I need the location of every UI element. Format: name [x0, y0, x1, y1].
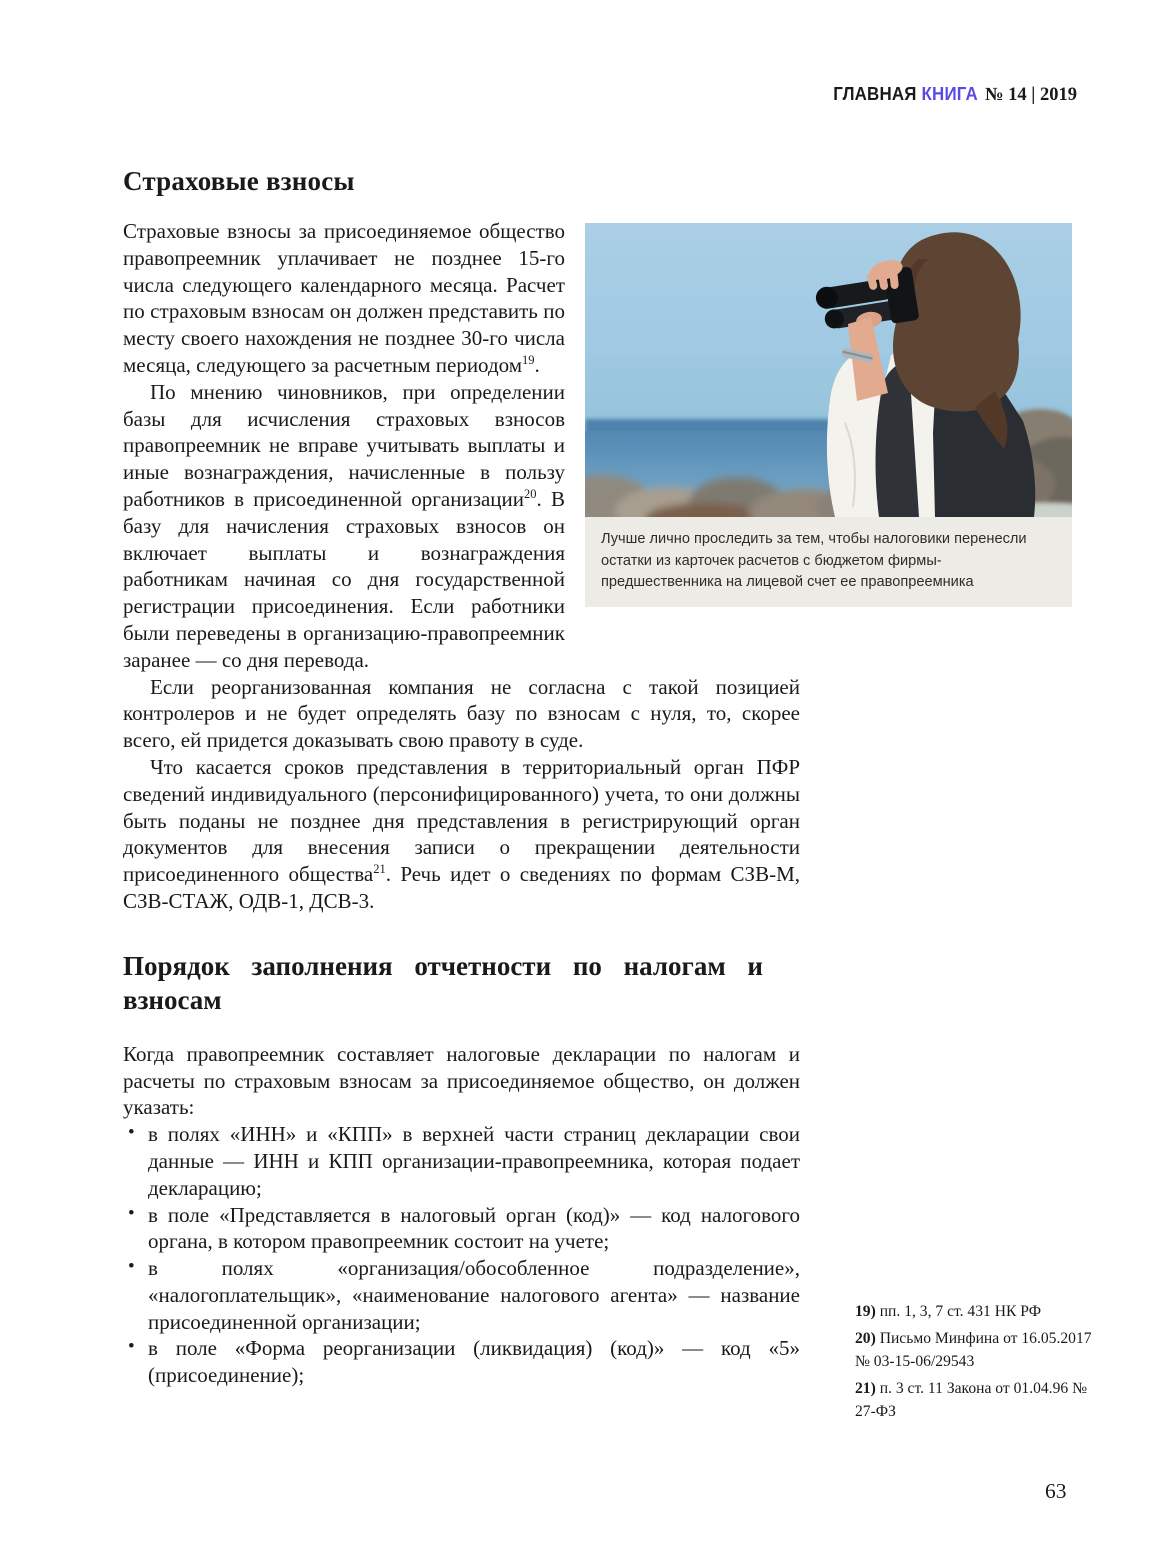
- paragraph: Если реорганизованная компания не согласна с такой позицией контролеров и не будет определять базу по взносам с нуля, то, скорее всего, ей придется доказывать свою правоту в суде.: [123, 674, 800, 753]
- footnote-number: 19): [855, 1303, 876, 1320]
- footnote: [855, 1327, 1093, 1374]
- paragraph-intro: Когда правопреемник составляет налоговые декларации по налогам и расчеты по страховым взносам за присоединяемое общество, он должен указать:: [123, 1041, 800, 1120]
- list-item: • в поле «Форма реорганизации (ликвидация) (код)» — код «5» (присоединение);: [123, 1335, 800, 1389]
- footnotes-block: [855, 1300, 1093, 1427]
- brand-accent: КНИГА: [921, 84, 978, 104]
- section-title-insurance: Страховые взносы: [123, 166, 355, 196]
- paragraph: Страховые взносы за присоединяемое общество правопреемник уплачивает не позднее 15-го числа следующего календарного месяца. Расчет по страховым взносам он должен представить по месту своего нахождения не позднее 30-го числа месяца, следующего за расчетным периодом$^{19}$.: [123, 219, 565, 377]
- page-header: [824, 84, 1077, 106]
- section-title-reporting: Порядок заполнения отчетности по налогам и взносам: [123, 950, 763, 1015]
- footnote-number: 20): [855, 1329, 876, 1347]
- brand-primary: ГЛАВНАЯ: [833, 84, 917, 104]
- footnote-text: п. 3 ст. 11 Закона от 01.04.96 № 27-ФЗ: [855, 1379, 1087, 1421]
- list-item: • в полях «ИНН» и «КПП» в верхней части страниц декларации свои данные — ИНН и КПП организации-правопреемника, которая подает декларацию;: [123, 1121, 800, 1201]
- list-item: • в поле «Представляется в налоговый орган (код)» — код налогового органа, в котором правопреемник состоит на учете;: [123, 1202, 800, 1256]
- paragraph: По мнению чиновников, при определении базы для исчисления страховых взносов правопреемник не вправе учитывать выплаты и иные вознаграждения, начисленные в пользу работников в присоединенной организации$^{20}$. В базу для начисления страховых взносов он включает выплаты и вознаграждения работникам начиная со дня государственной регистрации присоединения. Если работники были переведены в организацию-правопреемник заранее — со дня перевода.: [123, 379, 565, 672]
- footnote-text: пп. 1, 3, 7 ст. 431 НК РФ: [879, 1303, 1042, 1320]
- footnote: [855, 1300, 1093, 1324]
- footnote-text: Письмо Минфина от 16.05.2017 № 03-15-06/29543: [855, 1329, 1092, 1371]
- issue-number: № 14 | 2019: [984, 85, 1077, 105]
- list-item: • в полях «организация/обособленное подразделение», «налогоплательщик», «наименование налогового агента» — название присоединенной организации;: [123, 1255, 800, 1335]
- figure-spacer: [565, 218, 800, 631]
- photo-caption: Лучше лично проследить за тем, чтобы налоговики перенесли остатки из карточек расчетов с бюджетом фирмы-предшественника на лицевой счет ее правопреемника: [585, 517, 1072, 607]
- paragraph: Что касается сроков представления в территориальный орган ПФР сведений индивидуального (персонифицированного) учета, то они должны быть поданы не позднее дня представления в регистрирующий орган документов для внесения записи о прекращении деятельности присоединенного общества$^{21}$. Речь идет о сведениях по формам СЗВ-М, СЗВ-СТАЖ, ОДВ-1, ДСВ-3.: [123, 754, 800, 913]
- footnote: [855, 1377, 1093, 1424]
- page-number: 63: [1045, 1479, 1067, 1503]
- footnote-number: 21): [855, 1379, 876, 1397]
- magazine-brand: [833, 84, 978, 105]
- requirements-list: [123, 1121, 800, 1389]
- article-body: [123, 218, 800, 1389]
